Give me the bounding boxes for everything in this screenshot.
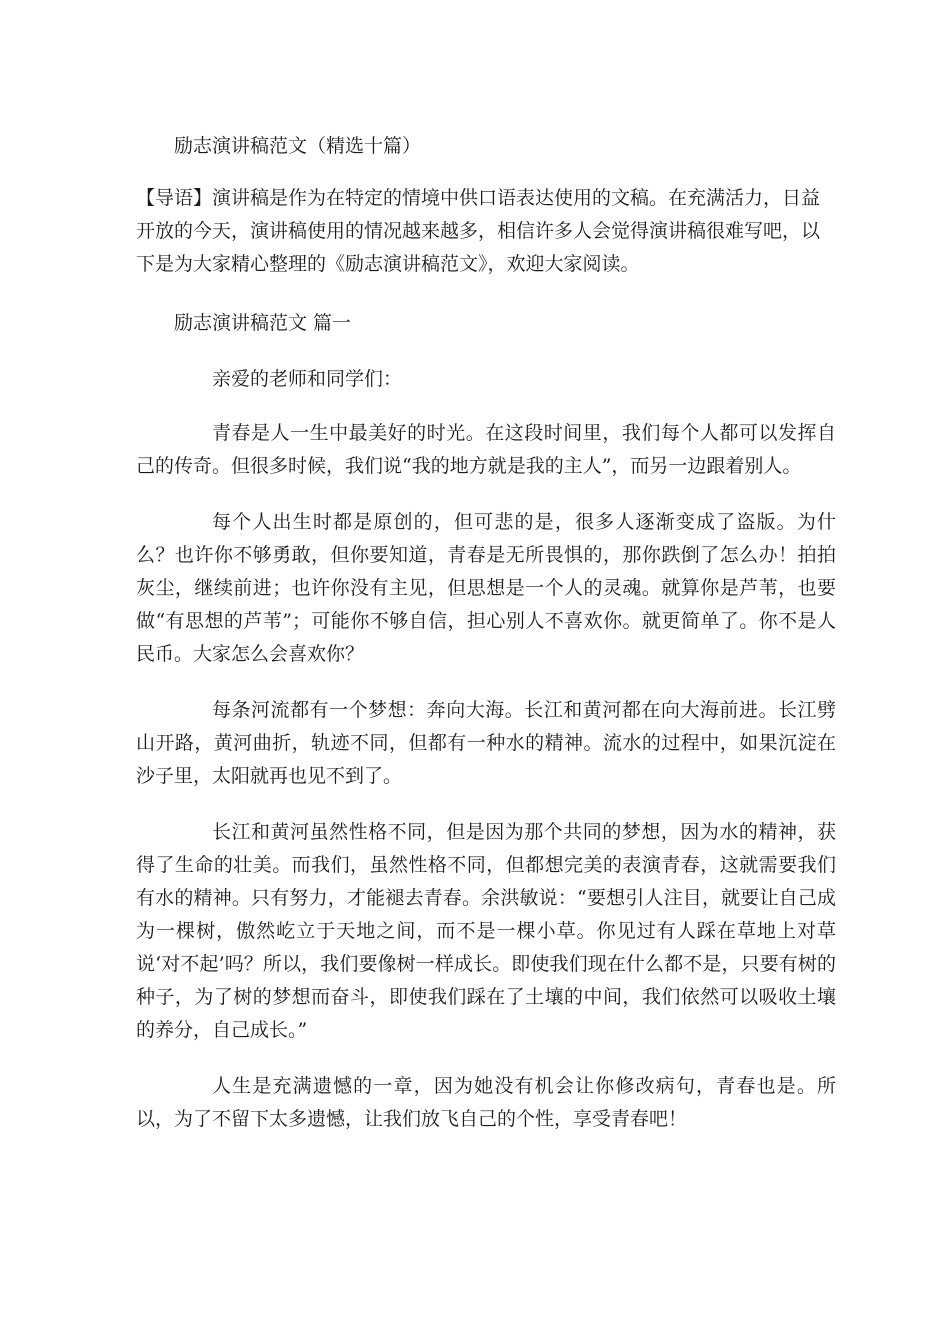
salutation: 亲爱的老师和同学们： xyxy=(212,368,403,390)
intro-paragraph xyxy=(100,182,836,281)
document-title: 励志演讲稿范文（精选十篇） xyxy=(174,135,422,157)
intro-label: 【导语】 xyxy=(136,187,213,209)
body-paragraph: 青春是人一生中最美好的时光。在这段时间里，我们每个人都可以发挥自己的传奇。但很多时候，我们说“我的地方就是我的主人”，而另一边跟着别人。 xyxy=(136,422,836,477)
section-heading: 励志演讲稿范文 篇一 xyxy=(174,312,352,334)
intro-block xyxy=(100,182,836,281)
document-page xyxy=(136,128,836,1159)
intro-text: 演讲稿是作为在特定的情境中供口语表达使用的文稿。在充满活力，日益开放的今天，演讲稿使用的情况越来越多，相信许多人会觉得演讲稿很难写吧，以下是为大家精心整理的《励志演讲稿范文》，欢迎大家阅读。 xyxy=(136,187,821,275)
body-paragraph: 每个人出生时都是原创的，但可悲的是，很多人逐渐变成了盗版。为什么？也许你不够勇敢，但你要知道，青春是无所畏惧的，那你跌倒了怎么办！拍拍灰尘，继续前进；也许你没有主见，但思想是一个人的灵魂。就算你是芦苇，也要做“有思想的芦苇”；可能你不够自信，担心别人不喜欢你。就更简单了。你不是人民币。大家怎么会喜欢你？ xyxy=(136,511,836,665)
body-paragraph: 每条河流都有一个梦想：奔向大海。长江和黄河都在向大海前进。长江劈山开路，黄河曲折，轨迹不同，但都有一种水的精神。流水的过程中，如果沉淀在沙子里，太阳就再也见不到了。 xyxy=(136,699,836,787)
body-paragraph: 长江和黄河虽然性格不同，但是因为那个共同的梦想，因为水的精神，获得了生命的壮美。而我们，虽然性格不同，但都想完美的表演青春，这就需要我们有水的精神。只有努力，才能褪去青春。余洪敏说：“要想引人注目，就要让自己成为一棵树，傲然屹立于天地之间，而不是一棵小草。你见过有人踩在草地上对草说‘对不起’吗？所以，我们要像树一样成长。即使我们现在什么都不是，只要有树的种子，为了树的梦想而奋斗，即使我们踩在了土壤的中间，我们依然可以吸收土壤的养分，自己成长。” xyxy=(136,821,836,1041)
body-paragraph: 人生是充满遗憾的一章，因为她没有机会让你修改病句，青春也是。所以，为了不留下太多遗憾，让我们放飞自己的个性，享受青春吧！ xyxy=(136,1075,836,1130)
